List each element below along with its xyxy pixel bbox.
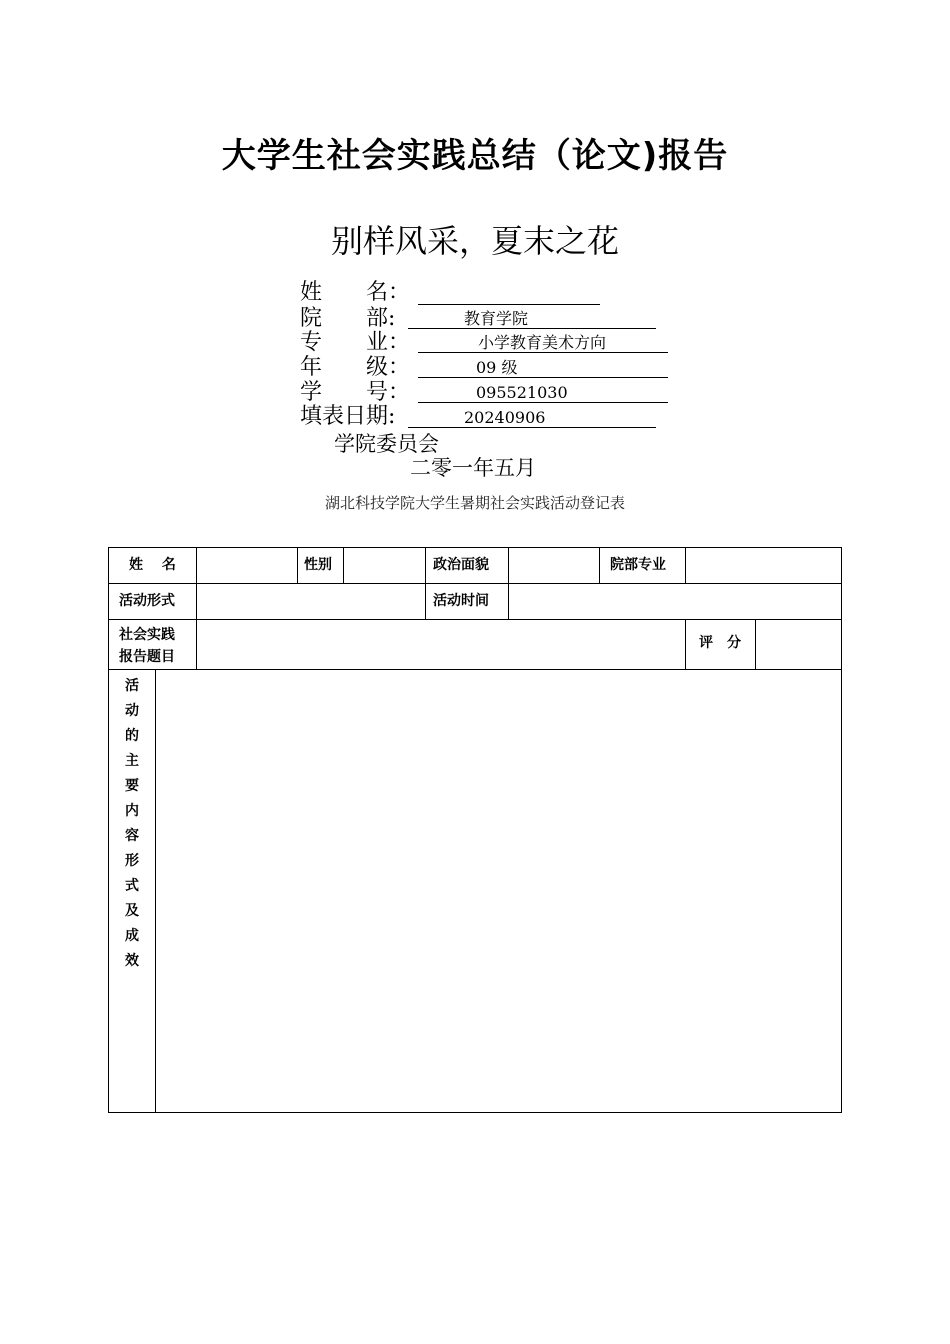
name-field[interactable] [418,280,600,305]
content-header-text [109,674,155,974]
dept-label: 院 部: [300,306,396,331]
date-row [300,404,418,430]
score-input-cell[interactable] [756,620,841,669]
report-subtitle: 别样风采，夏末之花 [330,222,619,260]
political-status-header: 政治面貌 [433,557,489,573]
id-value: 095521030 [476,383,568,402]
content-header [109,670,155,1112]
id-row [300,380,418,406]
content-header-char: 活 [125,678,139,694]
content-header-char: 形 [125,853,139,869]
content-header-char: 效 [125,953,139,969]
major-field[interactable] [418,328,668,353]
dept-value: 教育学院 [464,309,529,328]
content-header-char: 动 [125,703,139,719]
report-title: 大学生社会实践总结（论文)报告 [221,136,729,176]
activity-time-input-cell[interactable] [509,584,841,619]
major-row [300,330,418,356]
name-header: 姓 名 [129,557,176,573]
date-value: 20240906 [464,408,546,427]
content-header-char: 成 [125,928,139,944]
table-rule [297,548,298,583]
grade-label: 年 级： [300,355,411,380]
name-label: 姓 名： [300,280,411,305]
report-topic-header-line2: 报告题目 [119,649,175,665]
major-label: 专 业： [300,330,411,355]
form-caption: 湖北科技学院大学生暑期社会实践活动登记表 [324,494,625,512]
content-header-char: 容 [125,828,139,844]
content-header-char: 主 [125,753,139,769]
issue-date: 二零一年五月 [410,456,536,480]
dept-major-input-cell[interactable] [686,548,841,583]
name-row [300,280,418,306]
activity-form-input-cell[interactable] [197,584,425,619]
content-header-char: 的 [125,728,139,744]
score-header: 评 分 [699,635,741,651]
dept-row [300,306,418,332]
table-rule [685,619,686,669]
content-header-char: 内 [125,803,139,819]
dept-field[interactable] [408,304,656,329]
gender-header: 性别 [304,557,332,573]
political-status-input-cell[interactable] [509,548,599,583]
content-header-char: 及 [125,903,139,919]
grade-row [300,355,418,381]
grade-field[interactable] [418,353,668,378]
table-rule [425,548,426,619]
major-value: 小学教育美术方向 [478,333,607,352]
activity-time-header: 活动时间 [433,593,489,609]
dept-major-header: 院部专业 [610,557,666,573]
id-field[interactable] [418,378,668,403]
content-input-area[interactable] [156,670,841,1112]
report-topic-header-line1: 社会实践 [119,627,175,643]
content-header-char: 式 [125,878,139,894]
registration-table [108,547,842,1113]
organization: 学院委员会 [334,432,439,456]
report-topic-header [119,624,175,668]
date-field[interactable] [408,403,656,428]
content-header-char: 要 [125,778,139,794]
date-label: 填表日期: [300,404,396,429]
name-input-cell[interactable] [197,548,297,583]
table-rule [599,548,600,583]
id-label: 学 号： [300,380,411,405]
report-topic-input-cell[interactable] [197,620,685,669]
activity-form-header: 活动形式 [119,593,175,609]
gender-input-cell[interactable] [344,548,425,583]
grade-value: 09 级 [476,358,518,377]
